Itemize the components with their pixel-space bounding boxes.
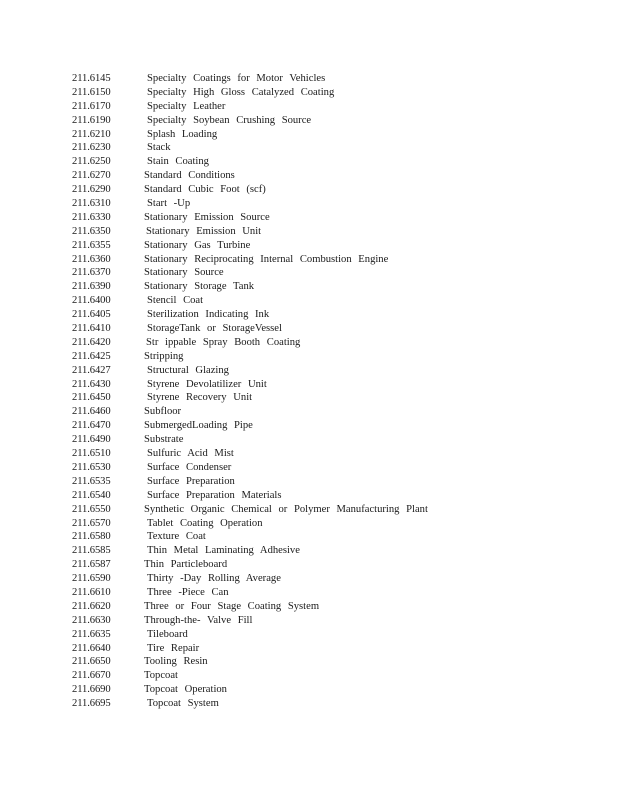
definition-entry xyxy=(72,572,592,586)
definition-entry xyxy=(72,72,592,86)
section-number: 211.6270 xyxy=(72,170,111,182)
defined-term: Thin Particleboard xyxy=(144,559,228,571)
defined-term: Str ippable Spray Booth Coating xyxy=(146,336,301,348)
section-number: 211.6580 xyxy=(72,531,111,543)
defined-term: Substrate xyxy=(144,434,184,446)
definition-entry xyxy=(72,517,592,531)
section-number: 211.6695 xyxy=(72,698,111,710)
defined-term: Three -Piece Can xyxy=(147,586,229,598)
definition-entry xyxy=(72,461,592,475)
definition-entry xyxy=(72,225,592,239)
definition-entry xyxy=(72,322,592,336)
section-number: 211.6587 xyxy=(72,559,111,571)
defined-term: Surface Condenser xyxy=(147,461,232,473)
section-number: 211.6690 xyxy=(72,684,111,696)
section-number: 211.6190 xyxy=(72,114,111,126)
definition-entry xyxy=(72,642,592,656)
definition-entry xyxy=(72,405,592,419)
defined-term: Specialty Coatings for Motor Vehicles xyxy=(147,73,326,84)
section-number: 211.6310 xyxy=(72,198,111,210)
defined-term: Stationary Reciprocating Internal Combustion Engine xyxy=(144,253,389,265)
section-number: 211.6370 xyxy=(72,267,111,279)
section-number: 211.6570 xyxy=(72,517,111,529)
defined-term: Thirty -Day Rolling Average xyxy=(147,573,281,585)
defined-term: Surface Preparation xyxy=(147,475,235,487)
section-number: 211.6620 xyxy=(72,600,111,612)
defined-term: Styrene Devolatilizer Unit xyxy=(147,378,267,390)
defined-term: Standard Conditions xyxy=(144,170,235,182)
section-number: 211.6540 xyxy=(72,489,111,501)
definition-entry xyxy=(72,239,592,253)
section-number: 211.6330 xyxy=(72,211,111,223)
section-number: 211.6170 xyxy=(72,100,111,112)
section-number: 211.6635 xyxy=(72,628,111,640)
defined-term: Specialty High Gloss Catalyzed Coating xyxy=(147,86,335,98)
defined-term: Sterilization Indicating Ink xyxy=(147,309,270,321)
definition-entry xyxy=(72,447,592,461)
section-number: 211.6430 xyxy=(72,378,111,390)
defined-term: Three or Four Stage Coating System xyxy=(144,600,320,612)
defined-term: StorageTank or StorageVessel xyxy=(147,323,282,335)
section-number: 211.6360 xyxy=(72,253,111,265)
definition-entry xyxy=(72,530,592,544)
defined-term: Specialty Leather xyxy=(147,100,226,112)
definition-entry xyxy=(72,155,592,169)
defined-term: Tire Repair xyxy=(147,642,200,654)
section-number: 211.6670 xyxy=(72,670,111,682)
section-number: 211.6410 xyxy=(72,323,111,335)
definition-entry xyxy=(72,628,592,642)
section-number: 211.6425 xyxy=(72,350,111,362)
section-number: 211.6550 xyxy=(72,503,111,515)
section-number: 211.6610 xyxy=(72,586,111,598)
defined-term: Start -Up xyxy=(147,198,191,210)
definition-entry xyxy=(72,586,592,600)
definition-entry xyxy=(72,141,592,155)
definition-entry xyxy=(72,280,592,294)
section-number: 211.6230 xyxy=(72,142,111,154)
section-number: 211.6585 xyxy=(72,545,111,557)
definition-entry xyxy=(72,558,592,572)
definition-entry xyxy=(72,197,592,211)
definition-entry xyxy=(72,253,592,267)
section-number: 211.6405 xyxy=(72,309,111,321)
defined-term: Sulfuric Acid Mist xyxy=(147,448,234,460)
defined-term: Structural Glazing xyxy=(147,364,229,376)
definition-entry xyxy=(72,266,592,280)
definition-entry xyxy=(72,697,592,711)
section-number: 211.6460 xyxy=(72,406,111,418)
defined-term: Through-the- Valve Fill xyxy=(144,614,253,626)
definition-entry xyxy=(72,336,592,350)
defined-term: Stripping xyxy=(144,350,184,362)
section-number: 211.6510 xyxy=(72,448,111,460)
defined-term: Topcoat System xyxy=(147,698,219,710)
defined-term: Stationary Source xyxy=(144,267,224,279)
section-number: 211.6535 xyxy=(72,475,111,487)
defined-term: Surface Preparation Materials xyxy=(147,489,282,501)
definition-entry xyxy=(72,683,592,697)
defined-term: Stencil Coat xyxy=(147,295,204,307)
defined-term: Topcoat xyxy=(144,670,178,682)
section-number: 211.6450 xyxy=(72,392,111,404)
definition-entry xyxy=(72,364,592,378)
section-number: 211.6470 xyxy=(72,420,111,432)
definition-entry xyxy=(72,350,592,364)
defined-term: Tooling Resin xyxy=(144,656,208,668)
section-number: 211.6530 xyxy=(72,461,111,473)
definition-entry xyxy=(72,294,592,308)
definition-entry xyxy=(72,419,592,433)
defined-term: Stain Coating xyxy=(147,156,209,168)
defined-term: SubmergedLoading Pipe xyxy=(144,420,253,432)
section-number: 211.6210 xyxy=(72,128,111,140)
defined-term: Stationary Emission Unit xyxy=(146,225,262,237)
section-number: 211.6290 xyxy=(72,184,111,196)
definition-entry xyxy=(72,308,592,322)
defined-term: Stationary Storage Tank xyxy=(144,281,255,293)
definition-entry xyxy=(72,86,592,100)
definition-entry xyxy=(72,433,592,447)
definition-entry xyxy=(72,114,592,128)
defined-term: Splash Loading xyxy=(147,128,218,140)
definitions-list xyxy=(72,72,592,711)
defined-term: Synthetic Organic Chemical or Polymer Manufacturing Plant xyxy=(144,503,428,515)
section-number: 211.6640 xyxy=(72,642,111,654)
section-number: 211.6420 xyxy=(72,336,111,348)
section-number: 211.6150 xyxy=(72,86,111,98)
definition-entry xyxy=(72,128,592,142)
section-number: 211.6590 xyxy=(72,573,111,585)
section-number: 211.6490 xyxy=(72,434,111,446)
defined-term: Texture Coat xyxy=(147,531,206,543)
defined-term: Thin Metal Laminating Adhesive xyxy=(147,545,300,557)
definition-entry xyxy=(72,169,592,183)
section-number: 211.6390 xyxy=(72,281,111,293)
definition-entry xyxy=(72,100,592,114)
defined-term: Stationary Gas Turbine xyxy=(144,239,251,251)
section-number: 211.6250 xyxy=(72,156,111,168)
defined-term: Stationary Emission Source xyxy=(144,211,270,223)
definition-entry xyxy=(72,378,592,392)
definition-entry xyxy=(72,489,592,503)
defined-term: Tileboard xyxy=(147,628,188,640)
definition-entry xyxy=(72,669,592,683)
defined-term: Subfloor xyxy=(144,406,182,418)
section-number: 211.6650 xyxy=(72,656,111,668)
section-number: 211.6355 xyxy=(72,239,111,251)
definition-entry xyxy=(72,475,592,489)
defined-term: Specialty Soybean Crushing Source xyxy=(147,114,312,126)
defined-term: Tablet Coating Operation xyxy=(147,517,263,529)
definition-entry xyxy=(72,614,592,628)
definition-entry xyxy=(72,655,592,669)
section-number: 211.6350 xyxy=(72,225,111,237)
definition-entry xyxy=(72,183,592,197)
section-number: 211.6145 xyxy=(72,73,111,84)
definition-entry xyxy=(72,544,592,558)
defined-term: Stack xyxy=(147,142,171,154)
defined-term: Styrene Recovery Unit xyxy=(147,392,253,404)
defined-term: Topcoat Operation xyxy=(144,684,227,696)
definition-entry xyxy=(72,503,592,517)
definition-entry xyxy=(72,211,592,225)
section-number: 211.6427 xyxy=(72,364,111,376)
section-number: 211.6400 xyxy=(72,295,111,307)
section-number: 211.6630 xyxy=(72,614,111,626)
definition-entry xyxy=(72,600,592,614)
defined-term: Standard Cubic Foot (scf) xyxy=(144,184,266,196)
definition-entry xyxy=(72,391,592,405)
